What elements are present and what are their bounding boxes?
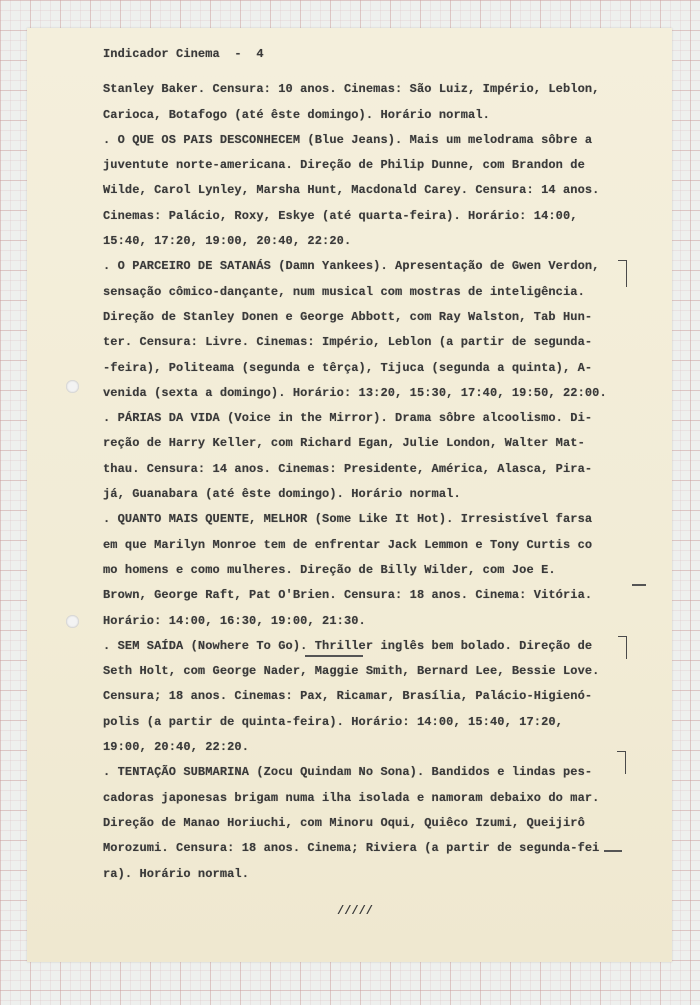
text-line: . O PARCEIRO DE SATANÁS (Damn Yankees). Apresentação de Gwen Verdon, [103,259,600,274]
text-line: reção de Harry Keller, com Richard Egan, Julie London, Walter Mat- [103,436,585,451]
text-line: sensação cômico-dançante, num musical com mostras de inteligência. [103,284,585,299]
text-line: ra). Horário normal. [103,866,250,881]
text-line: 15:40, 17:20, 19:00, 20:40, 22:20. [103,234,352,249]
handwritten-underline [604,850,622,852]
margin-bracket-mark [618,260,627,287]
text-line: juventute norte-americana. Direção de Philip Dunne, com Brandon de [103,158,585,173]
page-header: Indicador Cinema - 4 [103,47,264,61]
text-line: Horário: 14:00, 16:30, 19:00, 21:30. [103,613,366,628]
text-line: Cinemas: Palácio, Roxy, Eskye (até quarta-feira). Horário: 14:00, [103,208,578,223]
text-line: ter. Censura: Livre. Cinemas: Império, Leblon (a partir de segunda- [103,335,593,350]
text-line: em que Marilyn Monroe tem de enfrentar Jack Lemmon e Tony Curtis co [103,537,593,552]
text-line: Carioca, Botafogo (até êste domingo). Horário normal. [103,107,490,122]
end-mark: ///// [337,904,374,918]
text-line: 19:00, 20:40, 22:20. [103,740,250,755]
text-line: . PÁRIAS DA VIDA (Voice in the Mirror). Drama sôbre alcoolismo. Di- [103,411,593,426]
margin-bracket-mark [617,751,626,774]
text-line: Wilde, Carol Lynley, Marsha Hunt, Macdonald Carey. Censura: 14 anos. [103,183,600,198]
text-line: . TENTAÇÃO SUBMARINA (Zocu Quindam No Sona). Bandidos e lindas pes- [103,765,593,780]
text-line: venida (sexta a domingo). Horário: 13:20, 15:30, 17:40, 19:50, 22:00. [103,385,607,400]
text-line: Brown, George Raft, Pat O'Brien. Censura: 18 anos. Cinema: Vitória. [103,588,593,603]
handwritten-underline [305,655,363,657]
text-line: Censura; 18 anos. Cinemas: Pax, Ricamar, Brasília, Palácio-Higienó- [103,689,593,704]
text-line: Morozumi. Censura: 18 anos. Cinema; Riviera (a partir de segunda-fei [103,841,600,856]
text-line: -feira), Politeama (segunda e têrça), Tijuca (segunda a quinta), A- [103,360,593,375]
punch-hole [66,615,79,628]
text-line: cadoras japonesas brigam numa ilha isolada e namoram debaixo do mar. [103,790,600,805]
text-line: Direção de Manao Horiuchi, com Minoru Oqui, Quiêco Izumi, Queijirô [103,815,585,830]
text-line: Seth Holt, com George Nader, Maggie Smith, Bernard Lee, Bessie Love. [103,664,600,679]
text-line: thau. Censura: 14 anos. Cinemas: Presidente, América, Alasca, Pira- [103,461,593,476]
text-line: já, Guanabara (até êste domingo). Horário normal. [103,487,461,502]
text-line: mo homens e como mulheres. Direção de Billy Wilder, com Joe E. [103,562,556,577]
handwritten-underline [632,584,646,586]
typewritten-page [27,28,672,962]
text-line: . O QUE OS PAIS DESCONHECEM (Blue Jeans). Mais um melodrama sôbre a [103,132,593,147]
text-line: . SEM SAÍDA (Nowhere To Go). Thriller inglês bem bolado. Direção de [103,638,593,653]
text-line: polis (a partir de quinta-feira). Horário: 14:00, 15:40, 17:20, [103,714,563,729]
text-line: Stanley Baker. Censura: 10 anos. Cinemas: São Luiz, Império, Leblon, [103,82,600,97]
typed-text-block [103,42,663,887]
text-line: Direção de Stanley Donen e George Abbott, com Ray Walston, Tab Hun- [103,309,593,324]
text-line: . QUANTO MAIS QUENTE, MELHOR (Some Like It Hot). Irresistível farsa [103,512,593,527]
punch-hole [66,380,79,393]
margin-bracket-mark [618,636,627,659]
